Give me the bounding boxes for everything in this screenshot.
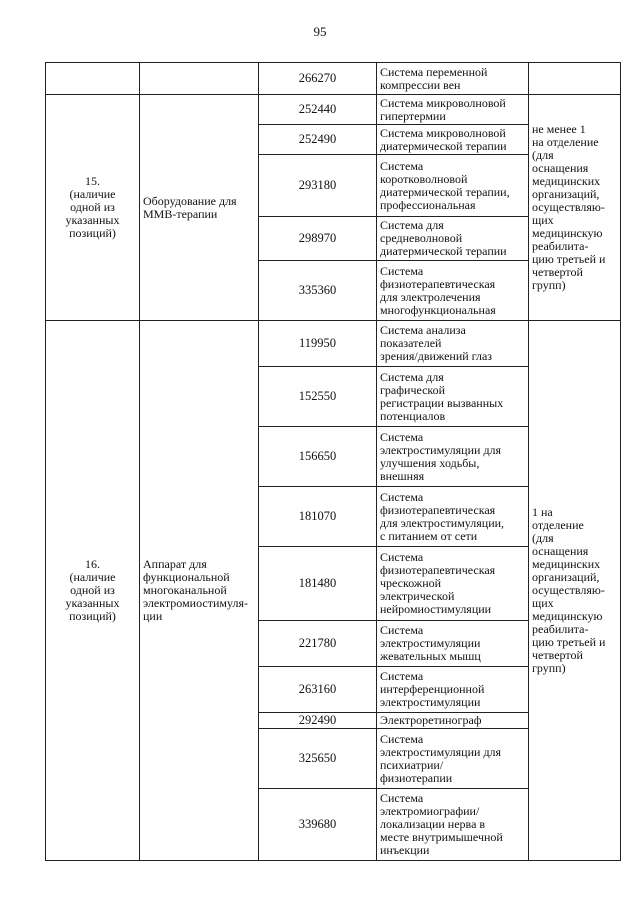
item-name: Система электростимуляции для психиатрии/ физиотерапии: [377, 729, 529, 789]
equipment-type: Аппарат для функциональной многоканальной электромиостимуля- ции: [140, 321, 259, 861]
item-code: 252490: [259, 125, 377, 155]
item-code: 298970: [259, 217, 377, 261]
table-row: [46, 321, 621, 367]
equipment-type-cell: [140, 63, 259, 95]
item-name: Система электромиографии/ локализации нерва в месте внутримышечной инъекции: [377, 789, 529, 861]
item-code: 325650: [259, 729, 377, 789]
item-name: Система электростимуляции жевательных мышц: [377, 621, 529, 667]
item-name: Система для средневолновой диатермической терапии: [377, 217, 529, 261]
table-row: [46, 63, 621, 95]
item-name: Система коротковолновой диатермической терапии, профессиональная: [377, 155, 529, 217]
item-code: 221780: [259, 621, 377, 667]
equipment-type: Оборудование для ММВ-терапии: [140, 95, 259, 321]
item-code: 156650: [259, 427, 377, 487]
item-name: Система физиотерапевтическая чрескожной электрической нейромиостимуляции: [377, 547, 529, 621]
item-name: Электроретинограф: [377, 713, 529, 729]
item-code: 292490: [259, 713, 377, 729]
item-name: Система физиотерапевтическая для электролечения многофункциональная: [377, 261, 529, 321]
item-name: Система электростимуляции для улучшения ходьбы, внешняя: [377, 427, 529, 487]
quantity-requirement: 1 на отделение (для оснащения медицинских организаций, осуществляю- щих медицинскую реабилита- цию третьей и четвертой групп): [529, 321, 621, 861]
item-name: Система переменной компрессии вен: [377, 63, 529, 95]
item-name: Система интерференционной электростимуляции: [377, 667, 529, 713]
equipment-table: [45, 62, 621, 861]
item-name: Система физиотерапевтическая для электростимуляции, с питанием от сети: [377, 487, 529, 547]
item-name: Система микроволновой гипертермии: [377, 95, 529, 125]
position-number: 16. (наличие одной из указанных позиций): [46, 321, 140, 861]
item-name: Система микроволновой диатермической терапии: [377, 125, 529, 155]
item-code: 263160: [259, 667, 377, 713]
page-number: 95: [313, 24, 327, 39]
item-code: 181480: [259, 547, 377, 621]
table-row: [46, 95, 621, 125]
item-code: 293180: [259, 155, 377, 217]
item-code: 339680: [259, 789, 377, 861]
item-code: 152550: [259, 367, 377, 427]
item-name: Система для графической регистрации вызванных потенциалов: [377, 367, 529, 427]
position-number-cell: [46, 63, 140, 95]
item-code: 181070: [259, 487, 377, 547]
item-code: 252440: [259, 95, 377, 125]
quantity-requirement: не менее 1 на отделение (для оснащения медицинских организаций, осуществляю- щих медицинскую реабилита- цию третьей и четвертой групп): [529, 95, 621, 321]
quantity-cell: [529, 63, 621, 95]
item-code: 335360: [259, 261, 377, 321]
position-number: 15. (наличие одной из указанных позиций): [46, 95, 140, 321]
item-code: 266270: [259, 63, 377, 95]
item-name: Система анализа показателей зрения/движений глаз: [377, 321, 529, 367]
item-code: 119950: [259, 321, 377, 367]
